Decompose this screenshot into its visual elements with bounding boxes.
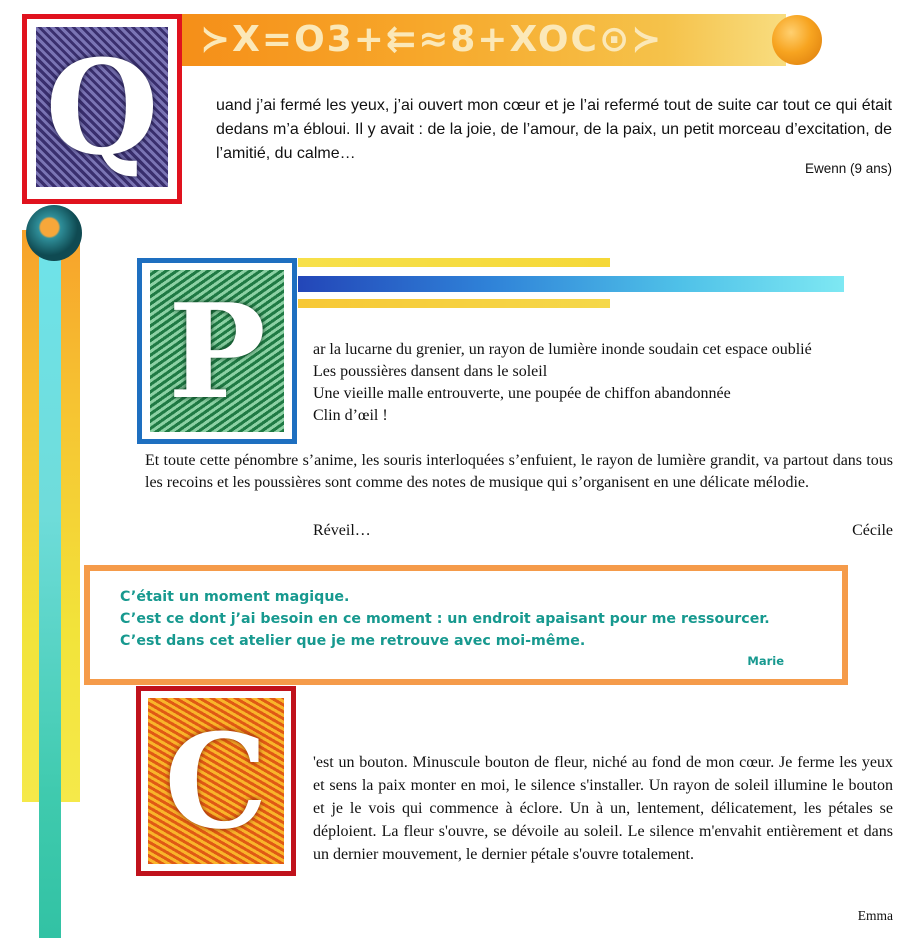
poem-line: Une vieille malle entrouverte, une poupée de chiffon abandonnée [313,385,731,402]
left-teal-bar [39,230,61,938]
paragraph-p-lines [313,339,893,427]
dropcap-c: C [148,698,284,864]
poem-line: Clin d’œil ! [313,407,388,424]
author-cecile: Cécile [852,522,893,539]
banner-glyphs: ≻X=O3+⇇≈8+XOC⊙≻ [200,19,664,60]
paragraph-q: uand j’ai fermé les yeux, j’ai ouvert mon cœur et je l’ai refermé tout de suite car tout ce qui était dedans m’a ébloui. Il y avait : de la joie, de l’amour, de la paix, un petit morceau d’excitation, de l’amitié, du calme… [216,97,892,162]
decor-stripe-blue [298,276,844,292]
author-marie: Marie [747,654,784,668]
quote-lines [120,586,820,652]
dropcap-p: P [150,270,284,432]
author-emma: Emma [857,908,893,923]
signoff-reveil: Réveil… [313,522,371,539]
quote-line: C’était un moment magique. [120,589,350,605]
author-ewenn: Ewenn (9 ans) [804,161,892,176]
quote-line: C’est dans cet atelier que je me retrouve avec moi-même. [120,633,586,649]
teal-orb-ornament [26,205,82,261]
continuation-text: Et toute cette pénombre s’anime, les souris interloquées s’enfuient, le rayon de lumière grandit, va partout dans tous les recoins et les poussières sont comme des notes de musique qui s’organisent en une délicate mélodie. [145,452,893,491]
decor-stripe-yellow-bottom [298,299,610,308]
quote-line: C’est ce dont j’ai besoin en ce moment : un endroit apaisant pour me ressourcer. [120,611,770,627]
poem-line: ar la lucarne du grenier, un rayon de lumière inonde soudain cet espace oublié [313,341,812,358]
orange-orb-ornament [772,15,822,65]
decor-stripe-yellow-top [298,258,610,267]
poem-line: Les poussières dansent dans le soleil [313,363,548,380]
dropcap-q: Q [36,27,168,187]
paragraph-c: 'est un bouton. Minuscule bouton de fleur, niché au fond de mon cœur. Je ferme les yeux et sens la paix monter en moi, le silence s'installer. Un rayon de soleil illumine le bouton et je le vois qui commence à éclore. Un à un, lentement, délicatement, les pétales se déploient. La fleur s'ouvre, se dévoile au soleil. Le silence m'envahit entièrement et dans un dernier mouvement, le dernier pétale s'ouvre totalement. [313,754,893,863]
paragraph-p-continuation [145,450,893,494]
